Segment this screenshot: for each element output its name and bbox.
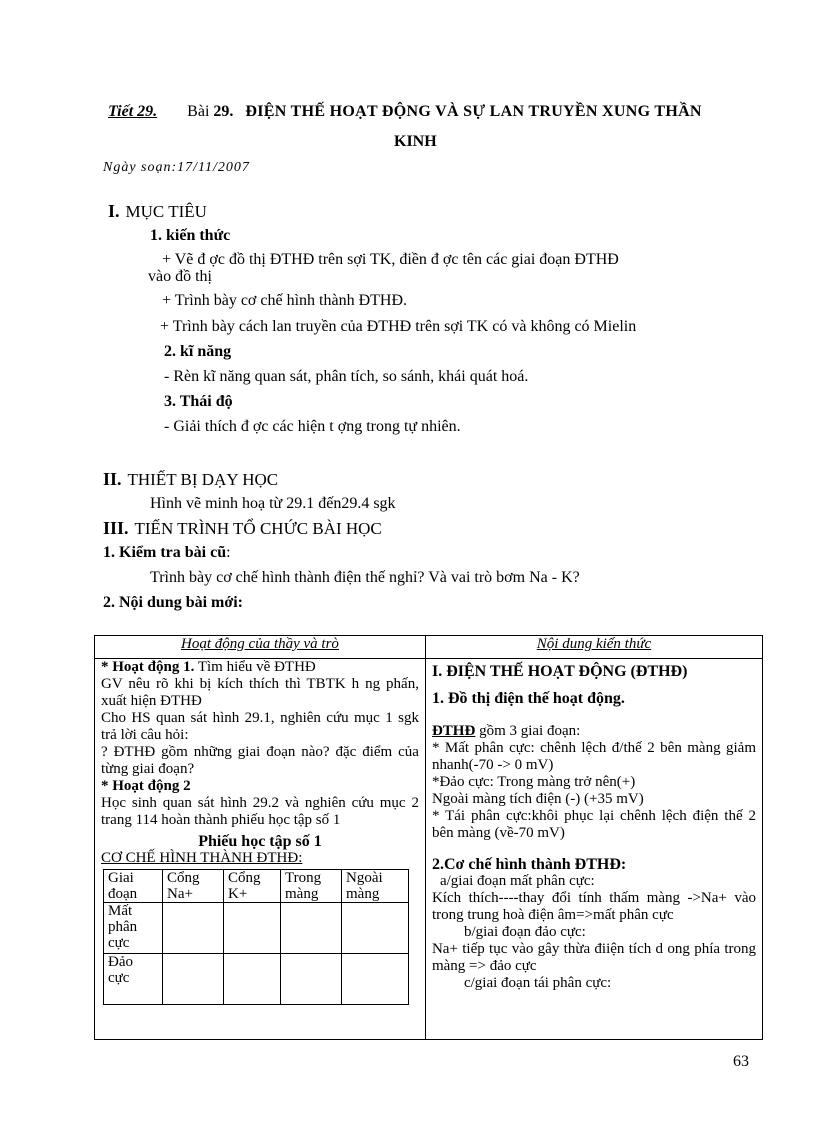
worksheet-row-reversal: Đảo cực: [104, 954, 163, 1005]
activities-cell: [95, 659, 426, 1040]
lesson-table: [94, 635, 763, 1040]
worksheet-subtitle: CƠ CHẾ HÌNH THÀNH ĐTHĐ:: [101, 850, 303, 866]
page-number: 63: [733, 1053, 749, 1070]
lesson-title-line: [108, 103, 702, 121]
lesson-period: Tiết 29.: [108, 103, 158, 120]
worksheet-table: [103, 869, 409, 1005]
lesson-number: 29.: [213, 103, 234, 120]
lesson-label: [187, 103, 233, 120]
worksheet-header-k: Cổng K+: [224, 870, 281, 903]
knowledge-2: + Trình bày cơ chế hình thành ĐTHĐ.: [162, 292, 408, 309]
worksheet-cell[interactable]: [163, 903, 224, 954]
review-label: 1. Kiểm tra bài cũ: [103, 544, 227, 561]
activity-2-p1: Học sinh quan sát hình 29.2 và nghiên cứu mục 2 trang 114 hoàn thành phiếu học tập số 1: [101, 795, 419, 828]
activity-1-text: Tìm hiểu về ĐTHĐ: [194, 659, 316, 675]
skill-1: - Rèn kĩ năng quan sát, phân tích, so sánh, khái quát hoá.: [164, 368, 529, 385]
content-cell: [425, 659, 762, 1040]
activity-2-title: * Hoạt động 2: [101, 778, 191, 794]
content-r4: * Tái phân cực:khôi phục lại chênh lệch điện thế 2 bên màng (về-70 mV): [431, 808, 756, 841]
content-a-title: a/giai đoạn mất phân cực:: [439, 873, 595, 889]
section-2-roman: II.: [103, 469, 122, 489]
worksheet-cell[interactable]: [163, 954, 224, 1005]
worksheet-row-depol: Mất phân cực: [104, 903, 163, 954]
knowledge-1a: + Vẽ đ ợc đồ thị ĐTHĐ trên sợi TK, điền đ ợc tên các giai đoạn ĐTHĐ: [162, 251, 619, 268]
activity-1-p1: GV nêu rõ khi bị kích thích thì TBTK h ng phấn, xuất hiện ĐTHĐ: [101, 676, 419, 709]
sub-new-content: 2. Nội dung bài mới:: [103, 594, 243, 611]
sub-knowledge: 1. kiến thức: [150, 227, 231, 244]
content-dthd: [432, 723, 756, 740]
section-3-heading: [103, 518, 382, 539]
content-b-text: Na+ tiếp tục vào gây thừa điiện tích d ong phía trong màng => đảo cực: [431, 941, 756, 974]
section-1-roman: I.: [108, 201, 120, 221]
section-2-title: THIẾT BỊ DẠY HỌC: [127, 470, 279, 489]
content-r2: *Đảo cực: Trong màng trở nên(+): [431, 774, 636, 790]
content-b-title: b/giai đoạn đảo cực:: [463, 924, 586, 940]
equipment-text: Hình vẽ minh hoạ từ 29.1 đến29.4 sgk: [150, 495, 396, 512]
content-section-heading: [432, 663, 756, 680]
sub-attitude: 3. Thái độ: [164, 393, 233, 410]
sub-skills: 2. kĩ năng: [164, 343, 232, 360]
lesson-prefix: Bài: [187, 103, 210, 120]
col-header-activities-text: Hoạt động của thầy và trò: [181, 636, 339, 652]
worksheet-header-stage: Giai đoạn: [104, 870, 163, 903]
content-sub-2: 2.Cơ chế hình thành ĐTHĐ:: [431, 856, 627, 873]
activity-1-p2: Cho HS quan sát hình 29.1, nghiên cứu mục 1 sgk trả lời câu hỏi:: [101, 710, 419, 743]
activity-1-title: * Hoạt động 1.: [101, 659, 195, 675]
lesson-title-cont: KINH: [394, 133, 437, 150]
worksheet-row: [104, 954, 409, 1005]
worksheet-header-na: Cổng Na+: [163, 870, 224, 903]
content-r3: Ngoài màng tích điện (-) (+35 mV): [431, 791, 644, 807]
section-3-title: TIẾN TRÌNH TỔ CHỨC BÀI HỌC: [134, 519, 382, 538]
col-header-content: [425, 636, 762, 659]
worksheet-cell[interactable]: [342, 954, 409, 1005]
sub-review: [103, 544, 231, 562]
worksheet-cell[interactable]: [224, 903, 281, 954]
worksheet-header-outside: Ngoài màng: [342, 870, 409, 903]
content-dthd-label: ĐTHĐ: [431, 723, 476, 739]
section-1-title: MỤC TIÊU: [125, 202, 207, 221]
worksheet-row: [104, 903, 409, 954]
col-header-content-text: Nội dung kiến thức: [536, 636, 652, 652]
section-2-heading: [103, 469, 278, 490]
content-c-title: c/giai đoạn tái phân cực:: [463, 975, 612, 991]
activity-1-p3: ? ĐTHĐ gồm những giai đoạn nào? đặc điểm của từng giai đoạn?: [101, 744, 419, 777]
knowledge-3: + Trình bày cách lan truyền của ĐTHĐ trên sợi TK có và không có Mielin: [160, 318, 637, 335]
lesson-title: ĐIỆN THẾ HOẠT ĐỘNG VÀ SỰ LAN TRUYỀN XUNG THẦN: [245, 103, 702, 120]
worksheet-cell[interactable]: [224, 954, 281, 1005]
worksheet-cell[interactable]: [281, 954, 342, 1005]
review-question: Trình bày cơ chế hình thành điện thế nghỉ? Và vai trò bơm Na - K?: [150, 569, 580, 586]
col-header-activities: [95, 636, 426, 659]
worksheet-header-inside: Trong màng: [281, 870, 342, 903]
attitude-1: - Giải thích đ ợc các hiện t ợng trong tự nhiên.: [164, 418, 461, 435]
prep-date: Ngày soạn:17/11/2007: [103, 160, 250, 175]
content-section-roman: I.: [431, 663, 443, 680]
content-section-title: ĐIỆN THẾ HOẠT ĐỘNG (ĐTHĐ): [446, 663, 688, 680]
review-colon: :: [226, 544, 231, 561]
worksheet-cell[interactable]: [281, 903, 342, 954]
content-sub-1: 1. Đồ thị điện thế hoạt động.: [431, 690, 625, 707]
content-a-text: Kích thích----thay đổi tính thấm màng ->Na+ vào trong trung hoà điện âm=>mất phân cực: [431, 890, 756, 923]
worksheet-title: Phiếu học tập số 1: [198, 833, 322, 850]
section-1-heading: [108, 201, 207, 222]
worksheet-cell[interactable]: [342, 903, 409, 954]
content-r1: * Mất phân cực: chênh lệch đ/thế 2 bên màng giảm nhanh(-70 -> 0 mV): [431, 740, 756, 773]
content-dthd-rest: gồm 3 giai đoạn:: [475, 723, 581, 739]
worksheet-header-row: [104, 870, 409, 903]
knowledge-1b: vào đồ thị: [148, 268, 212, 285]
section-3-roman: III.: [103, 518, 129, 538]
